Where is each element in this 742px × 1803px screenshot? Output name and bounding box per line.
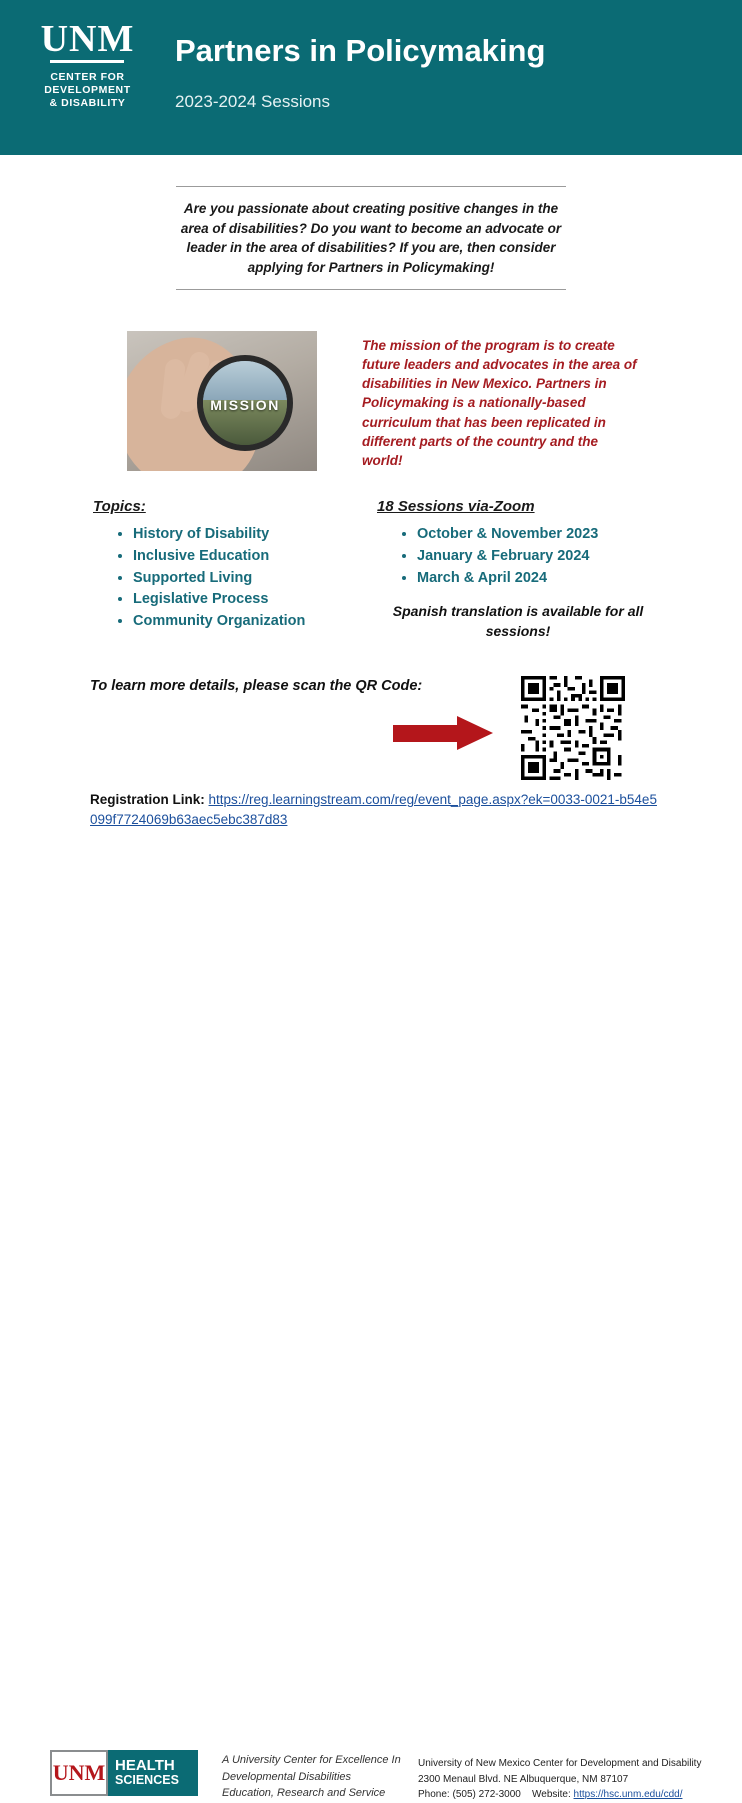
qr-instruction-text: To learn more details, please scan the QR Code: — [90, 678, 423, 694]
mission-statement: The mission of the program is to create future leaders and advocates in the area of disabilities in New Mexico. Partners in Policymaking is a nationally-based curriculum that has been replicated in different parts of the country and the world! — [362, 338, 637, 468]
mission-word: MISSION — [210, 397, 280, 413]
list-item: • March & April 2024 — [417, 568, 598, 590]
topics-list — [93, 524, 305, 633]
page-subtitle: 2023-2024 Sessions — [175, 92, 331, 112]
page-footer — [0, 872, 742, 1800]
magnifier-lens — [197, 355, 293, 451]
logo-subtitle-line-3: & DISABILITY — [49, 97, 126, 110]
arrow-icon — [393, 716, 493, 750]
arrow-shaft — [393, 725, 459, 742]
registration-link[interactable]: https://reg.learningstream.com/reg/event_page.aspx?ek=0033-0021-b54e5099f7724069b63aec5ebc387d83 — [90, 792, 657, 828]
footer-phone-value: (505) 272-3000 — [452, 1789, 521, 1800]
unm-health-sciences-logo — [50, 1750, 198, 1796]
intro-block — [176, 186, 566, 290]
health-sciences-wordmark — [108, 1750, 198, 1796]
topics-heading: Topics: — [93, 498, 146, 515]
qr-code-image — [521, 676, 625, 780]
logo-subtitle-line-2: DEVELOPMENT — [44, 84, 131, 97]
unm-logo-mark — [41, 20, 135, 110]
footer-org-name: University of New Mexico Center for Development and Disability — [418, 1758, 702, 1769]
mission-photo — [127, 331, 317, 471]
page-header — [0, 0, 742, 155]
spanish-translation-note: Spanish translation is available for all sessions! — [392, 603, 644, 639]
list-item: • Legislative Process — [133, 589, 305, 611]
registration-block — [90, 790, 660, 831]
list-item: • October & November 2023 — [417, 524, 598, 546]
unm-footer-letters: UNM — [52, 1760, 106, 1785]
logo-subtitle-line-1: CENTER FOR — [50, 71, 125, 83]
health-sciences-line-1: HEALTH — [115, 1757, 175, 1775]
footer-contact-block — [418, 1756, 718, 1803]
footer-phone-label: Phone: — [418, 1789, 450, 1800]
list-item: • January & February 2024 — [417, 546, 598, 568]
lens-sky — [203, 361, 287, 401]
logo-divider — [50, 60, 124, 63]
header-text-block — [175, 0, 545, 112]
page-title: Partners in Policymaking — [175, 33, 546, 68]
health-sciences-line-2: SCIENCES — [115, 1773, 179, 1787]
footer-website-label: Website: — [532, 1789, 571, 1800]
intro-text: Are you passionate about creating positive changes in the area of disabilities? Do you want to become an advocate or leader in the area of disabilities? If you are, then consider applying for Partners in Policymaking! — [180, 201, 562, 275]
footer-phone-website-row — [418, 1787, 718, 1803]
unm-letters: UNM — [40, 18, 135, 60]
footer-tagline: A University Center for Excellence In Developmental Disabilities Education, Research and Service — [222, 1754, 401, 1799]
unm-cdd-logo — [0, 0, 175, 155]
list-item: • Community Organization — [133, 611, 305, 633]
qr-code[interactable] — [521, 676, 625, 780]
list-item: • Inclusive Education — [133, 546, 305, 568]
sessions-heading: 18 Sessions via-Zoom — [377, 498, 535, 515]
footer-website-link[interactable]: https://hsc.unm.edu/cdd/ — [573, 1789, 683, 1800]
arrow-head — [457, 716, 493, 750]
registration-label: Registration Link: — [90, 792, 205, 807]
list-item: • Supported Living — [133, 568, 305, 590]
sessions-list — [377, 524, 598, 589]
footer-address: 2300 Menaul Blvd. NE Albuquerque, NM 87107 — [418, 1773, 629, 1785]
unm-footer-mark-box — [50, 1750, 108, 1796]
list-item: • History of Disability — [133, 524, 305, 546]
